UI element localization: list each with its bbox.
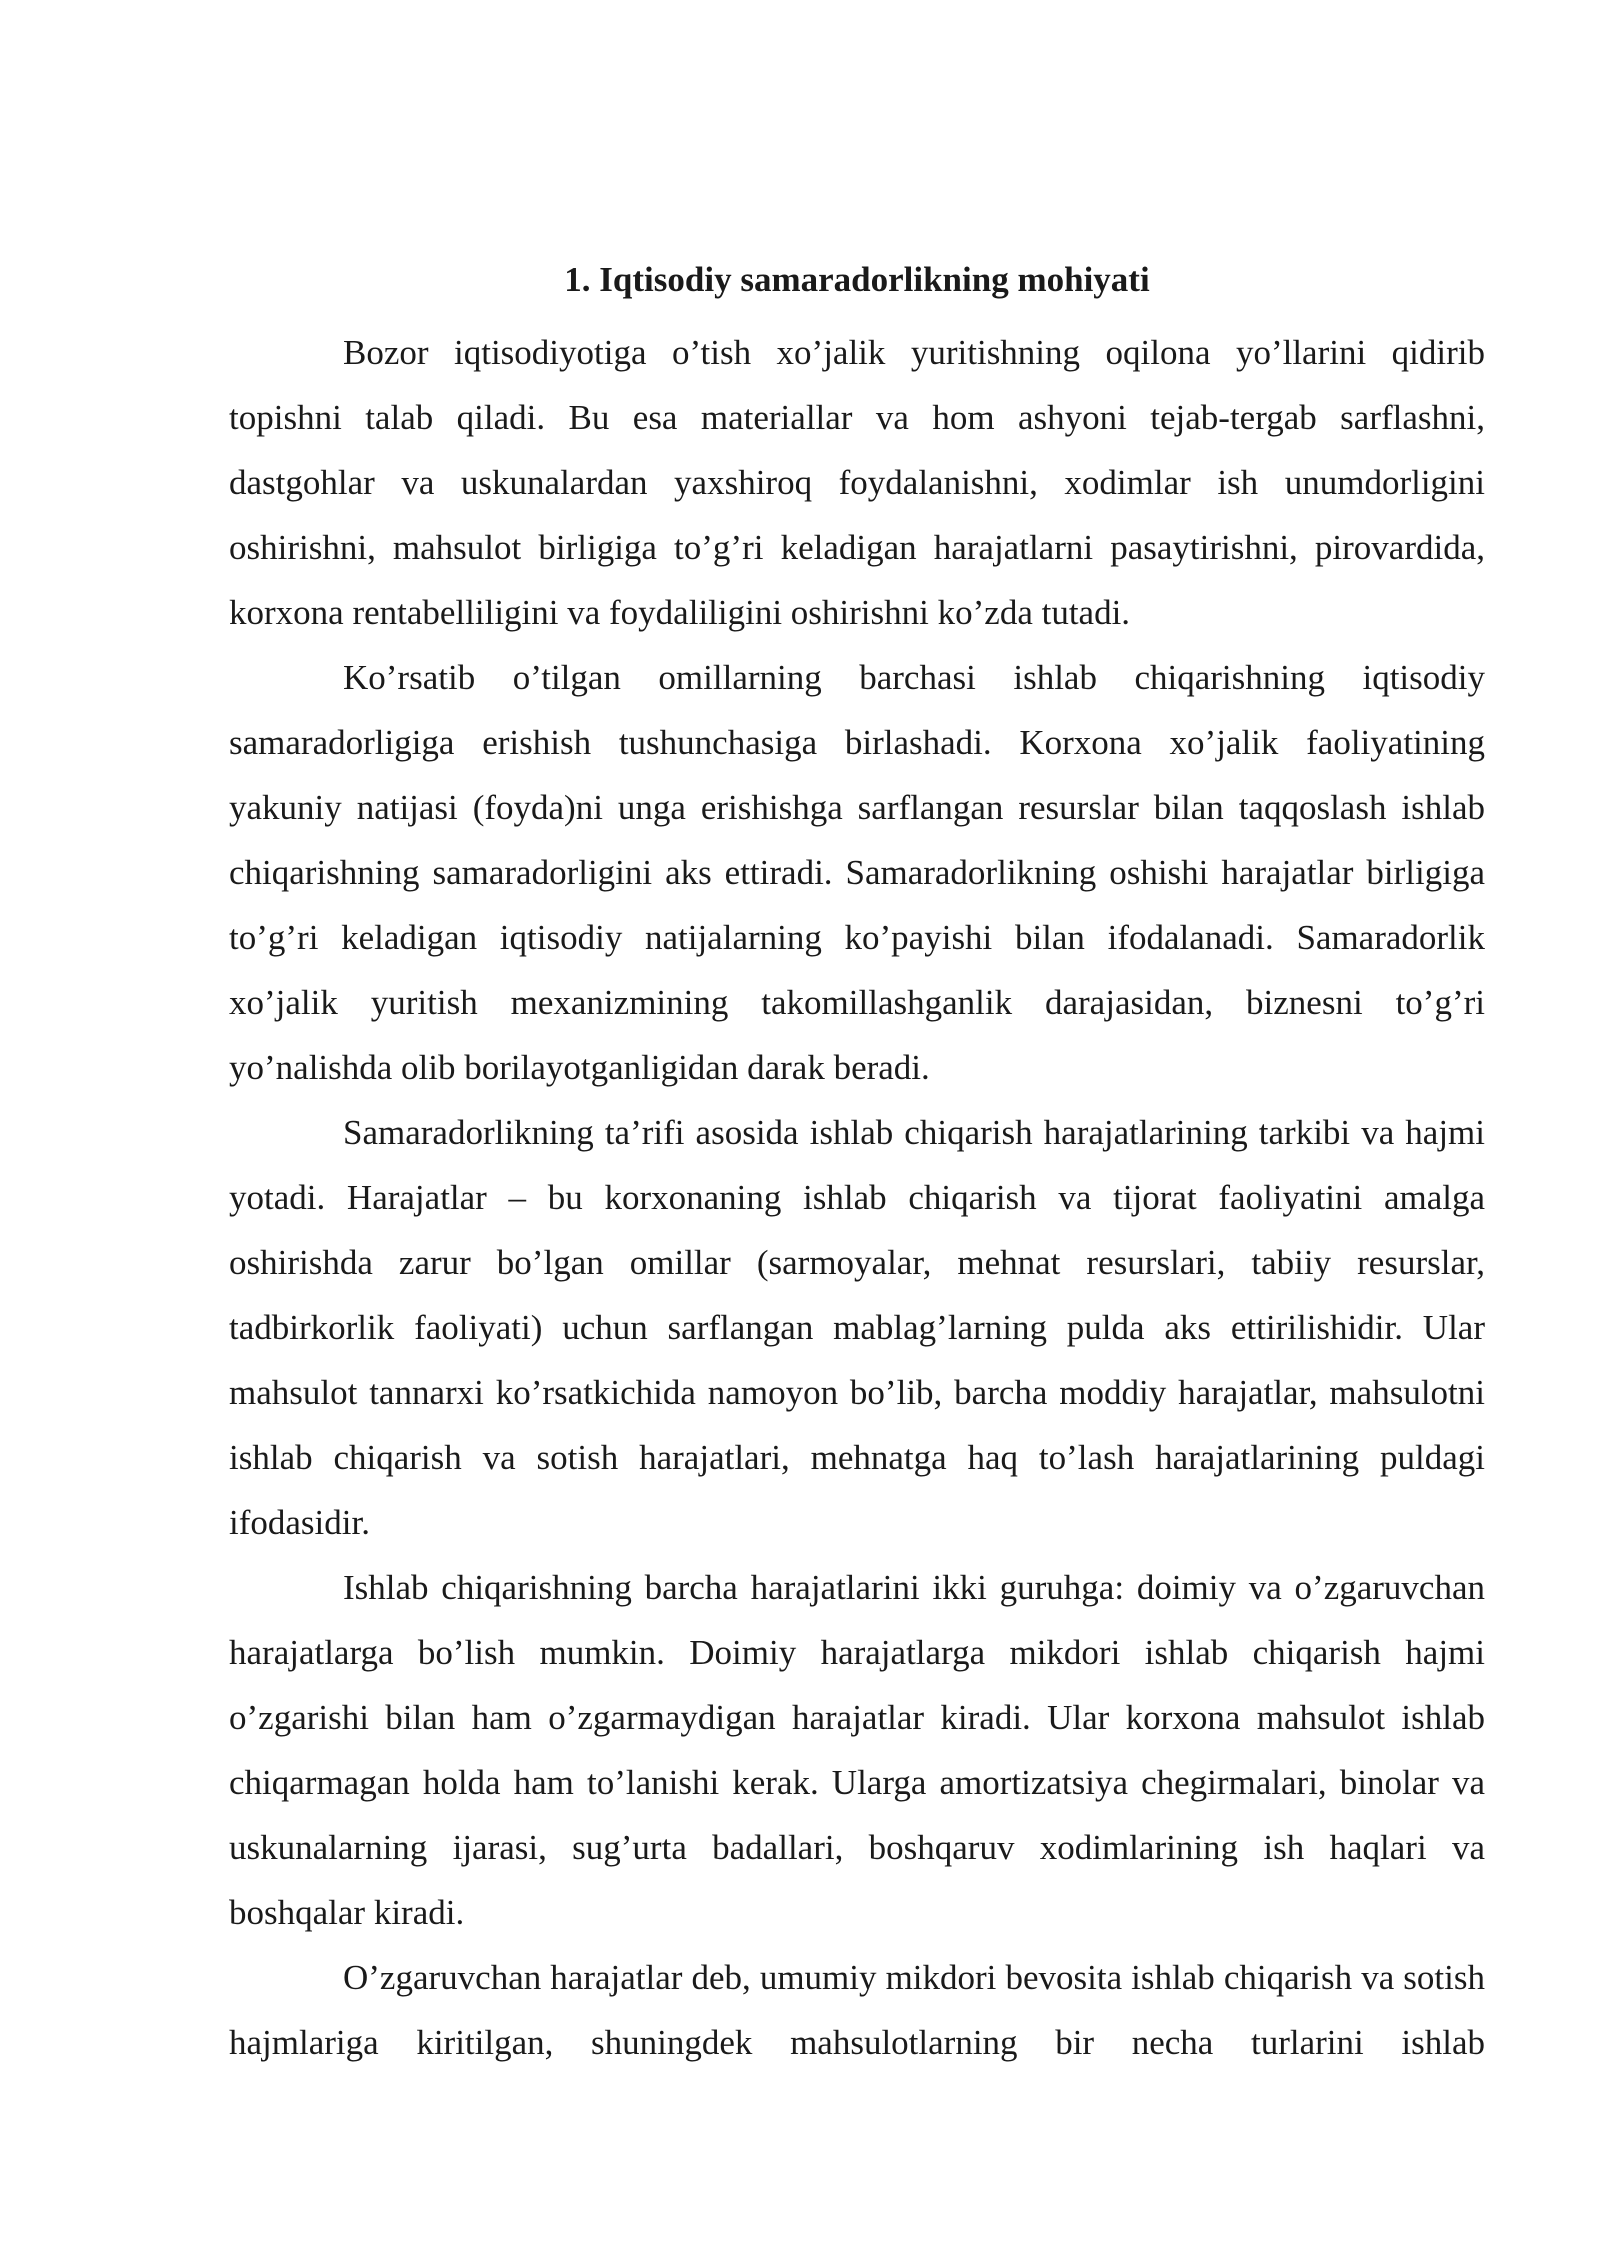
paragraph-5: O’zgaruvchan harajatlar deb, umumiy mikdori bevosita ishlab chiqarish va sotish hajmlariga kiritilgan, shuningdek mahsulotlarning bir necha turlarini ishlab	[229, 1958, 1485, 2062]
document-body	[229, 255, 1485, 2075]
paragraph-1: Bozor iqtisodiyotiga o’tish xo’jalik yuritishning oqilona yo’llarini qidirib topishni talab qiladi. Bu esa materiallar va hom ashyoni tejab-tergab sarflashni, dastgohlar va uskunalardan yaxshiroq foydalanishni, xodimlar ish unumdorligini oshirishni, mahsulot birligiga to’g’ri keladigan harajatlarni pasaytirishni, pirovardida, korxona rentabelliligini va foydaliligini oshirishni ko’zda tutadi.	[229, 333, 1485, 632]
paragraph-4: Ishlab chiqarishning barcha harajatlarini ikki guruhga: doimiy va o’zgaruvchan harajatlarga bo’lish mumkin. Doimiy harajatlarga mikdori ishlab chiqarish hajmi o’zgarishi bilan ham o’zgarmaydigan harajatlar kiradi. Ular korxona mahsulot ishlab chiqarmagan holda ham to’lanishi kerak. Ularga amortizatsiya chegirmalari, binolar va uskunalarning ijarasi, sug’urta badallari, boshqaruv xodimlarining ish haqlari va boshqalar kiradi.	[229, 1568, 1485, 1932]
section-heading: 1. Iqtisodiy samaradorlikning mohiyati	[564, 260, 1150, 299]
paragraph-2: Ko’rsatib o’tilgan omillarning barchasi ishlab chiqarishning iqtisodiy samaradorligiga erishish tushunchasiga birlashadi. Korxona xo’jalik faoliyatining yakuniy natijasi (foyda)ni unga erishishga sarflangan resurslar bilan taqqoslash ishlab chiqarishning samaradorligini aks ettiradi. Samaradorlikning oshishi harajatlar birligiga to’g’ri keladigan iqtisodiy natijalarning ko’payishi bilan ifodalanadi. Samaradorlik xo’jalik yuritish mexanizmining takomillashganlik darajasidan, biznesni to’g’ri yo’nalishda olib borilayotganligidan darak beradi.	[229, 658, 1485, 1087]
paragraph-3: Samaradorlikning ta’rifi asosida ishlab chiqarish harajatlarining tarkibi va hajmi yotadi. Harajatlar – bu korxonaning ishlab chiqarish va tijorat faoliyatini amalga oshirishda zarur bo’lgan omillar (sarmoyalar, mehnat resurslari, tabiiy resurslar, tadbirkorlik faoliyati) uchun sarflangan mablag’larning pulda aks ettirilishidir. Ular mahsulot tannarxi ko’rsatkichida namoyon bo’lib, barcha moddiy harajatlar, mahsulotni ishlab chiqarish va sotish harajatlari, mehnatga haq to’lash harajatlarining puldagi ifodasidir.	[229, 1113, 1485, 1542]
